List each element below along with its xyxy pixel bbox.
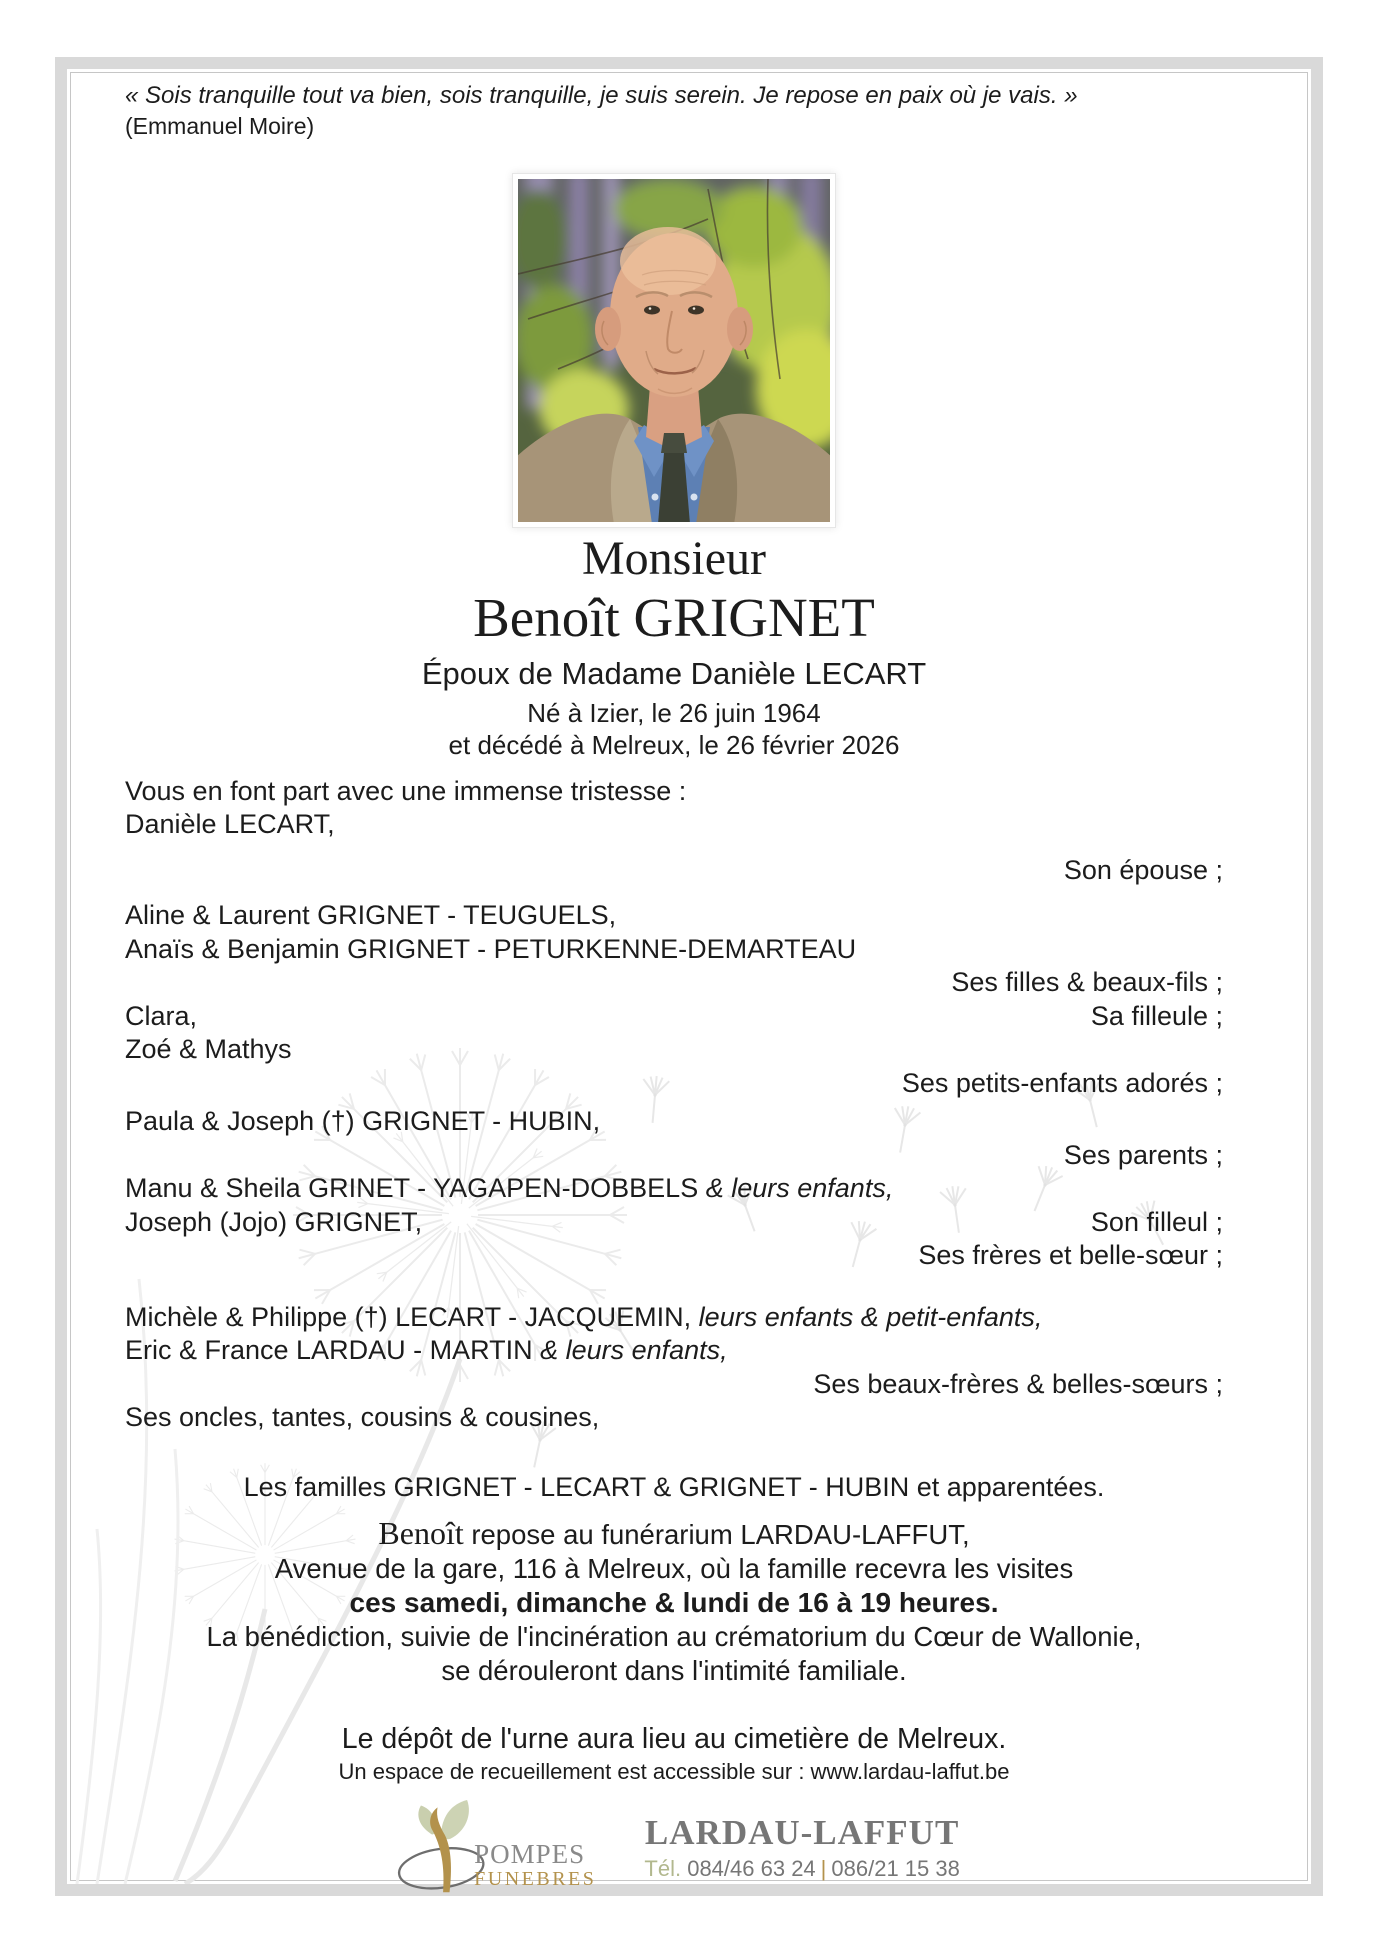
funeral-home-footer xyxy=(125,1800,1223,1896)
family-row xyxy=(125,933,1223,967)
memorial-card xyxy=(55,57,1323,1896)
family-row xyxy=(125,1239,1223,1273)
logo-wordmark xyxy=(474,1840,596,1896)
family-names: Manu & Sheila GRINET - YAGAPEN-DOBBELS & leurs enfants, xyxy=(125,1173,894,1203)
family-names: Michèle & Philippe (†) LECART - JACQUEMIN, leurs enfants & petit-enfants, xyxy=(125,1301,1043,1332)
birth-line: Né à Izier, le 26 juin 1964 xyxy=(527,698,821,728)
logo-word-pompes: POMPES xyxy=(474,1838,586,1869)
family-names: Anaïs & Benjamin GRIGNET - PETURKENNE-DEMARTEAU xyxy=(125,933,857,964)
family-row xyxy=(125,1301,1223,1335)
opening-quote: « Sois tranquille tout va bien, sois tranquille, je suis serein. Je repose en paix où je vais. » xyxy=(125,82,1078,109)
urn-line: Le dépôt de l'urne aura lieu au cimetière de Melreux. xyxy=(341,1722,1007,1755)
family-names: Clara, xyxy=(125,1000,198,1031)
ceremony-details xyxy=(125,1516,1223,1688)
intimite-line: se dérouleront dans l'intimité familiale. xyxy=(441,1654,907,1686)
relation-label: Ses frères et belle-sœur ; xyxy=(918,1240,1223,1270)
deceased-firstname: Benoît xyxy=(378,1514,464,1551)
family-row xyxy=(125,808,1223,842)
pompes-funebres-logo xyxy=(388,1800,596,1896)
relation-label: Ses parents ; xyxy=(1063,1139,1223,1170)
portrait-illustration xyxy=(518,179,830,522)
deceased-name: Benoît GRIGNET xyxy=(473,587,875,648)
family-names: Aline & Laurent GRIGNET - TEUGUELS, xyxy=(125,900,617,930)
family-list xyxy=(125,808,1223,1435)
relation-label: Sa filleule ; xyxy=(1090,1000,1223,1031)
visit-hours-line: ces samedi, dimanche & lundi de 16 à 19 heures. xyxy=(349,1586,999,1618)
family-row xyxy=(125,854,1223,888)
portrait-photo xyxy=(512,173,836,528)
tel-label: Tél. xyxy=(644,1855,682,1881)
relation-label: Ses petits-enfants adorés ; xyxy=(901,1067,1223,1098)
quote-author: (Emmanuel Moire) xyxy=(125,113,315,139)
family-row xyxy=(125,1368,1223,1402)
phone-separator: | xyxy=(820,1855,827,1881)
family-row xyxy=(125,1067,1223,1101)
families-line: Les familles GRIGNET - LECART & GRIGNET - HUBIN et apparentées. xyxy=(243,1471,1105,1502)
family-names: Joseph (Jojo) GRIGNET, xyxy=(125,1206,423,1237)
deceased-title: Monsieur xyxy=(582,532,766,585)
family-names: Danièle LECART, xyxy=(125,809,335,839)
relation-label: Son filleul ; xyxy=(1090,1206,1223,1237)
relation-label: Ses filles & beaux-fils ; xyxy=(951,967,1223,997)
repose-line: Benoît repose au funérarium LARDAU-LAFFUT, xyxy=(378,1514,970,1551)
death-line: et décédé à Melreux, le 26 février 2026 xyxy=(448,730,900,760)
family-names: Zoé & Mathys xyxy=(125,1034,292,1064)
family-row xyxy=(125,899,1223,933)
relation-label: Ses beaux-frères & belles-sœurs ; xyxy=(813,1368,1223,1399)
card-content xyxy=(67,69,1311,1890)
benediction-line: La bénédiction, suivie de l'incinération au crématorium du Cœur de Wallonie, xyxy=(206,1620,1142,1652)
phone-number-1: 084/46 63 24 xyxy=(687,1855,816,1881)
family-row xyxy=(125,1206,1223,1240)
spouse-line: Époux de Madame Danièle LECART xyxy=(421,656,927,691)
online-condolences-line: Un espace de recueillement est accessible sur : www.lardau-laffut.be xyxy=(338,1758,1010,1784)
phone-line xyxy=(644,1855,959,1883)
family-row xyxy=(125,1334,1223,1368)
family-row xyxy=(125,1139,1223,1173)
logo-word-funebres: FUNEBRES xyxy=(474,1867,597,1890)
family-names: Ses oncles, tantes, cousins & cousines, xyxy=(125,1402,600,1432)
company-name: LARDAU-LAFFUT xyxy=(644,1812,960,1852)
family-row xyxy=(125,1172,1223,1206)
family-row xyxy=(125,1033,1223,1067)
announcement-intro: Vous en font part avec une immense tristesse : xyxy=(125,776,687,806)
family-names: Eric & France LARDAU - MARTIN & leurs enfants, xyxy=(125,1335,728,1365)
relation-label: Son épouse ; xyxy=(1063,854,1223,885)
family-row xyxy=(125,1105,1223,1139)
family-row xyxy=(125,1000,1223,1034)
phone-number-2: 086/21 15 38 xyxy=(831,1855,960,1881)
family-row xyxy=(125,966,1223,1000)
family-names: Paula & Joseph (†) GRIGNET - HUBIN, xyxy=(125,1106,601,1136)
address-line: Avenue de la gare, 116 à Melreux, où la famille recevra les visites xyxy=(274,1552,1074,1584)
family-row xyxy=(125,1401,1223,1435)
company-block xyxy=(644,1813,959,1883)
